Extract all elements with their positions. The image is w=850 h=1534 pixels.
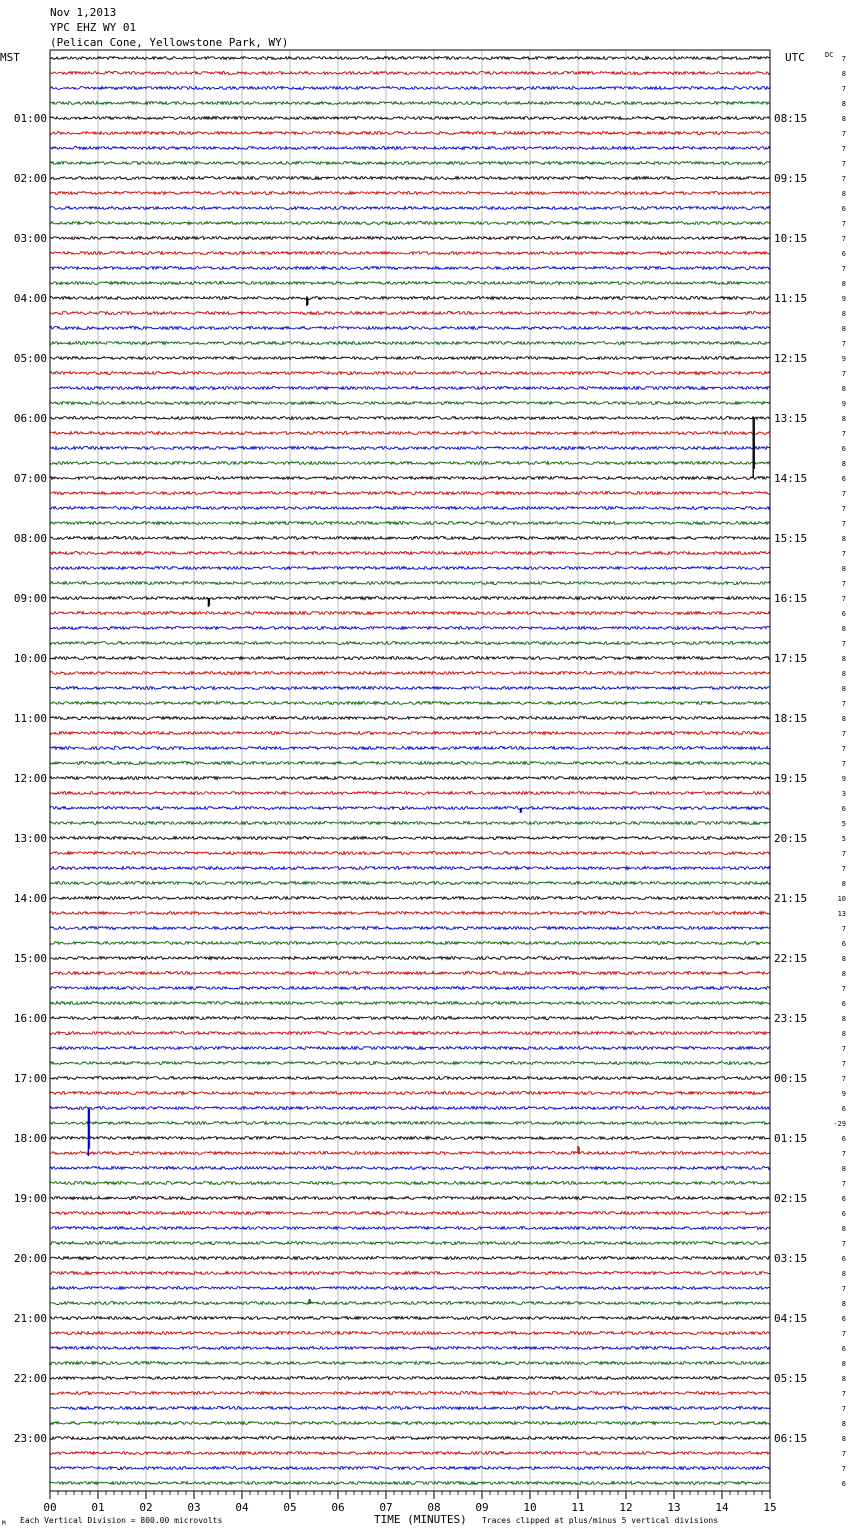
dc-value: 7 [841, 490, 846, 498]
dc-value: 7 [841, 175, 846, 183]
dc-value: 9 [841, 400, 846, 408]
x-tick-label: 11 [571, 1501, 585, 1514]
dc-value: 7 [841, 925, 846, 933]
mst-hour-label: 12:00 [13, 772, 47, 785]
trace-row [50, 927, 770, 930]
dc-value: 8 [841, 460, 846, 468]
dc-value: 7 [841, 1405, 846, 1413]
mst-hour-label: 11:00 [13, 712, 47, 725]
dc-value: 7 [841, 1240, 846, 1248]
utc-hour-label: 03:15 [774, 1252, 808, 1265]
trace-row [50, 177, 770, 180]
dc-value: 8 [841, 1030, 846, 1038]
trace-row [50, 1107, 770, 1110]
dc-value: 9 [841, 775, 846, 783]
dc-value: 6 [841, 1315, 846, 1323]
trace-row [50, 687, 770, 690]
mst-hour-label: 23:00 [13, 1432, 47, 1445]
trace-row [50, 1137, 770, 1140]
trace-row [50, 1152, 770, 1155]
trace-row [50, 1287, 770, 1290]
utc-hour-label: 04:15 [774, 1312, 808, 1325]
trace-row [50, 117, 770, 120]
dc-value: 8 [841, 100, 846, 108]
trace-row [50, 1122, 770, 1125]
trace-row [50, 732, 770, 735]
utc-hour-labels [774, 112, 807, 1445]
dc-value: 8 [841, 565, 846, 573]
trace-row [50, 867, 770, 870]
trace-row [50, 627, 770, 630]
trace-row [50, 1362, 770, 1365]
dc-value: 7 [841, 745, 846, 753]
trace-row [50, 1467, 770, 1470]
trace-row [50, 1227, 770, 1230]
dc-value: 7 [841, 160, 846, 168]
x-tick-label: 10 [523, 1501, 537, 1514]
dc-value: 8 [841, 310, 846, 318]
dc-value: 7 [841, 145, 846, 153]
dc-value: 8 [841, 1420, 846, 1428]
mst-hour-label: 04:00 [13, 292, 47, 305]
dc-value: 10 [837, 895, 846, 903]
trace-row [50, 1032, 770, 1035]
x-tick-label: 00 [43, 1501, 57, 1514]
trace-row [50, 147, 770, 150]
dc-value: 7 [841, 1180, 846, 1188]
dc-value: 7 [841, 1075, 846, 1083]
dc-value: 8 [841, 70, 846, 78]
utc-hour-label: 23:15 [774, 1012, 808, 1025]
x-tick-label: 01 [91, 1501, 105, 1514]
dc-value: 5 [841, 820, 846, 828]
mst-hour-label: 01:00 [13, 112, 47, 125]
dc-value: 6 [841, 1255, 846, 1263]
trace-row [50, 492, 770, 495]
mst-hour-label: 14:00 [13, 892, 47, 905]
trace-row [50, 1257, 770, 1260]
utc-hour-label: 16:15 [774, 592, 808, 605]
trace-row [50, 102, 770, 105]
x-tick-label: 06 [331, 1501, 345, 1514]
dc-value: 8 [841, 385, 846, 393]
trace-row [50, 87, 770, 90]
dc-value: 7 [841, 1450, 846, 1458]
dc-value: 6 [841, 205, 846, 213]
mst-hour-label: 06:00 [13, 412, 47, 425]
trace-row [50, 822, 770, 825]
utc-hour-label: 05:15 [774, 1372, 808, 1385]
dc-value: 7 [841, 130, 846, 138]
dc-value: 6 [841, 475, 846, 483]
utc-hour-label: 10:15 [774, 232, 808, 245]
dc-value: 8 [841, 955, 846, 963]
dc-value: 7 [841, 580, 846, 588]
dc-value: 7 [841, 595, 846, 603]
trace-row [50, 957, 770, 960]
dc-value: 6 [841, 1345, 846, 1353]
seismic-traces [50, 57, 770, 1485]
trace-row [50, 357, 770, 360]
trace-row [50, 192, 770, 195]
x-tick-label: 07 [379, 1501, 393, 1514]
trace-row [50, 1242, 770, 1245]
utc-hour-label: 15:15 [774, 532, 808, 545]
trace-row [50, 1392, 770, 1395]
trace-row [50, 837, 770, 840]
dc-value: 7 [841, 520, 846, 528]
trace-row [50, 162, 770, 165]
utc-hour-label: 14:15 [774, 472, 808, 485]
trace-row [50, 792, 770, 795]
trace-row [50, 1017, 770, 1020]
dc-header-label: DC [825, 51, 834, 59]
trace-row [50, 1062, 770, 1065]
trace-row [50, 702, 770, 705]
mst-hour-label: 21:00 [13, 1312, 47, 1325]
dc-value: 8 [841, 970, 846, 978]
dc-value: 8 [841, 880, 846, 888]
x-tick-label: 04 [235, 1501, 249, 1514]
mst-hour-labels [14, 112, 47, 1445]
dc-value: 8 [841, 655, 846, 663]
dc-value: 7 [841, 370, 846, 378]
dc-value: 8 [841, 535, 846, 543]
trace-row [50, 717, 770, 720]
dc-value: 6 [841, 805, 846, 813]
dc-value: 6 [841, 445, 846, 453]
trace-row [50, 1077, 770, 1080]
utc-hour-label: 06:15 [774, 1432, 808, 1445]
dc-value: 3 [841, 790, 846, 798]
trace-row [50, 1332, 770, 1335]
clip-note: Traces clipped at plus/minus 5 vertical divisions [482, 1516, 719, 1525]
utc-hour-label: 02:15 [774, 1192, 808, 1205]
right-timezone-label: UTC [785, 51, 805, 64]
utc-hour-label: 09:15 [774, 172, 808, 185]
trace-row [50, 672, 770, 675]
trace-row [50, 777, 770, 780]
dc-value: 8 [841, 715, 846, 723]
x-tick-label: 08 [427, 1501, 441, 1514]
trace-row [50, 1482, 770, 1485]
dc-value: 8 [841, 1435, 846, 1443]
x-tick-label: 05 [283, 1501, 297, 1514]
station-code: YPC EHZ WY 01 [50, 21, 137, 34]
dc-value: 6 [841, 1480, 846, 1488]
trace-row [50, 297, 770, 300]
trace-row [50, 987, 770, 990]
dc-value: 7 [841, 220, 846, 228]
dc-value: 8 [841, 1225, 846, 1233]
utc-hour-label: 18:15 [774, 712, 808, 725]
trace-row [50, 852, 770, 855]
x-tick-label: 15 [763, 1501, 777, 1514]
x-tick-label: 03 [187, 1501, 201, 1514]
trace-row [50, 522, 770, 525]
trace-row [50, 507, 770, 510]
dc-value: 7 [841, 1060, 846, 1068]
trace-row [50, 567, 770, 570]
mst-hour-label: 20:00 [13, 1252, 47, 1265]
utc-hour-label: 00:15 [774, 1072, 808, 1085]
mst-hour-label: 03:00 [13, 232, 47, 245]
dc-value: 7 [841, 85, 846, 93]
dc-value: 8 [841, 190, 846, 198]
dc-value: 7 [841, 1045, 846, 1053]
trace-row [50, 1347, 770, 1350]
trace-row [50, 222, 770, 225]
dc-value: 8 [841, 115, 846, 123]
trace-row [50, 942, 770, 945]
x-tick-label: 02 [139, 1501, 153, 1514]
dc-value: 7 [841, 640, 846, 648]
trace-row [50, 1167, 770, 1170]
dc-value: 8 [841, 670, 846, 678]
dc-value: 7 [841, 850, 846, 858]
utc-hour-label: 17:15 [774, 652, 808, 665]
dc-value: 8 [841, 1360, 846, 1368]
trace-row [50, 327, 770, 330]
dc-value: 7 [841, 1150, 846, 1158]
dc-value: 6 [841, 610, 846, 618]
dc-value: 7 [841, 865, 846, 873]
trace-row [50, 1182, 770, 1185]
trace-row [50, 387, 770, 390]
utc-hour-label: 01:15 [774, 1132, 808, 1145]
mst-hour-label: 08:00 [13, 532, 47, 545]
dc-value: 9 [841, 295, 846, 303]
dc-value: 8 [841, 1165, 846, 1173]
utc-hour-label: 20:15 [774, 832, 808, 845]
trace-row [50, 417, 770, 420]
trace-row [50, 1272, 770, 1275]
trace-row [50, 1047, 770, 1050]
dc-value: 8 [841, 415, 846, 423]
mst-hour-label: 17:00 [13, 1072, 47, 1085]
mst-hour-label: 22:00 [13, 1372, 47, 1385]
trace-row [50, 432, 770, 435]
trace-row [50, 882, 770, 885]
scale-note: Each Vertical Division = 800.00 microvolts [20, 1516, 223, 1525]
trace-row [50, 1317, 770, 1320]
mst-hour-label: 09:00 [13, 592, 47, 605]
dc-value: 6 [841, 1135, 846, 1143]
x-axis-ticks [43, 1491, 776, 1514]
x-axis-title: TIME (MINUTES) [374, 1513, 467, 1526]
dc-value: 7 [841, 340, 846, 348]
dc-value: 7 [841, 985, 846, 993]
trace-row [50, 1002, 770, 1005]
station-name: (Pelican Cone, Yellowstone Park, WY) [50, 36, 289, 49]
trace-row [50, 807, 770, 810]
mst-hour-label: 13:00 [13, 832, 47, 845]
trace-row [50, 897, 770, 900]
trace-row [50, 57, 770, 60]
dc-value: 7 [841, 235, 846, 243]
trace-row [50, 477, 770, 480]
trace-row [50, 597, 770, 600]
trace-row [50, 912, 770, 915]
dc-value: 6 [841, 1000, 846, 1008]
trace-row [50, 972, 770, 975]
utc-hour-label: 08:15 [774, 112, 808, 125]
x-tick-label: 14 [715, 1501, 729, 1514]
utc-hour-label: 11:15 [774, 292, 808, 305]
trace-row [50, 537, 770, 540]
mst-hour-label: 16:00 [13, 1012, 47, 1025]
trace-row [50, 402, 770, 405]
mst-hour-label: 19:00 [13, 1192, 47, 1205]
mst-hour-label: 07:00 [13, 472, 47, 485]
dc-value: 8 [841, 625, 846, 633]
trace-row [50, 1302, 770, 1305]
utc-hour-label: 19:15 [774, 772, 808, 785]
dc-value: 5 [841, 835, 846, 843]
dc-value: 8 [841, 685, 846, 693]
dc-value: 7 [841, 1465, 846, 1473]
trace-row [50, 462, 770, 465]
trace-row [50, 252, 770, 255]
trace-row [50, 1212, 770, 1215]
dc-value: 7 [841, 550, 846, 558]
trace-row [50, 1197, 770, 1200]
dc-value: 6 [841, 940, 846, 948]
trace-row [50, 132, 770, 135]
dc-value: 7 [841, 700, 846, 708]
trace-row [50, 612, 770, 615]
trace-row [50, 552, 770, 555]
dc-value: 6 [841, 1210, 846, 1218]
dc-value: 8 [841, 1375, 846, 1383]
trace-row [50, 1407, 770, 1410]
x-tick-label: 13 [667, 1501, 681, 1514]
mst-hour-label: 15:00 [13, 952, 47, 965]
corner-mark: M [2, 1520, 6, 1527]
left-timezone-label: MST [0, 51, 20, 64]
trace-row [50, 267, 770, 270]
dc-value: 6 [841, 1105, 846, 1113]
trace-row [50, 762, 770, 765]
trace-row [50, 1422, 770, 1425]
dc-value: 7 [841, 1330, 846, 1338]
trace-row [50, 657, 770, 660]
trace-row [50, 642, 770, 645]
dc-value: 9 [841, 355, 846, 363]
dc-value: 8 [841, 325, 846, 333]
trace-row [50, 342, 770, 345]
trace-row [50, 237, 770, 240]
dc-value: 6 [841, 250, 846, 258]
x-tick-label: 12 [619, 1501, 633, 1514]
trace-row [50, 447, 770, 450]
mst-hour-label: 18:00 [13, 1132, 47, 1145]
dc-value: 8 [841, 280, 846, 288]
dc-value: -29 [833, 1120, 846, 1128]
trace-row [50, 372, 770, 375]
x-tick-label: 09 [475, 1501, 489, 1514]
utc-hour-label: 22:15 [774, 952, 808, 965]
dc-value: 7 [841, 430, 846, 438]
dc-value: 13 [837, 910, 846, 918]
mst-hour-label: 10:00 [13, 652, 47, 665]
dc-value: 7 [841, 55, 846, 63]
trace-row [50, 747, 770, 750]
trace-row [50, 312, 770, 315]
dc-value: 8 [841, 1015, 846, 1023]
mst-hour-label: 02:00 [13, 172, 47, 185]
dc-value: 9 [841, 1090, 846, 1098]
dc-value: 7 [841, 1390, 846, 1398]
dc-value: 6 [841, 1195, 846, 1203]
dc-value: 7 [841, 730, 846, 738]
mst-hour-label: 05:00 [13, 352, 47, 365]
utc-hour-label: 13:15 [774, 412, 808, 425]
trace-row [50, 72, 770, 75]
utc-hour-label: 12:15 [774, 352, 808, 365]
dc-value: 7 [841, 505, 846, 513]
trace-row [50, 1092, 770, 1095]
chart-date: Nov 1,2013 [50, 6, 117, 19]
trace-row [50, 1452, 770, 1455]
trace-row [50, 1377, 770, 1380]
dc-value: 7 [841, 265, 846, 273]
trace-row [50, 282, 770, 285]
dc-offset-labels [833, 55, 846, 1488]
utc-hour-label: 21:15 [774, 892, 808, 905]
dc-value: 8 [841, 1270, 846, 1278]
trace-row [50, 1437, 770, 1440]
dc-value: 7 [841, 1285, 846, 1293]
trace-row [50, 207, 770, 210]
dc-value: 8 [841, 1300, 846, 1308]
dc-value: 7 [841, 760, 846, 768]
trace-row [50, 582, 770, 585]
